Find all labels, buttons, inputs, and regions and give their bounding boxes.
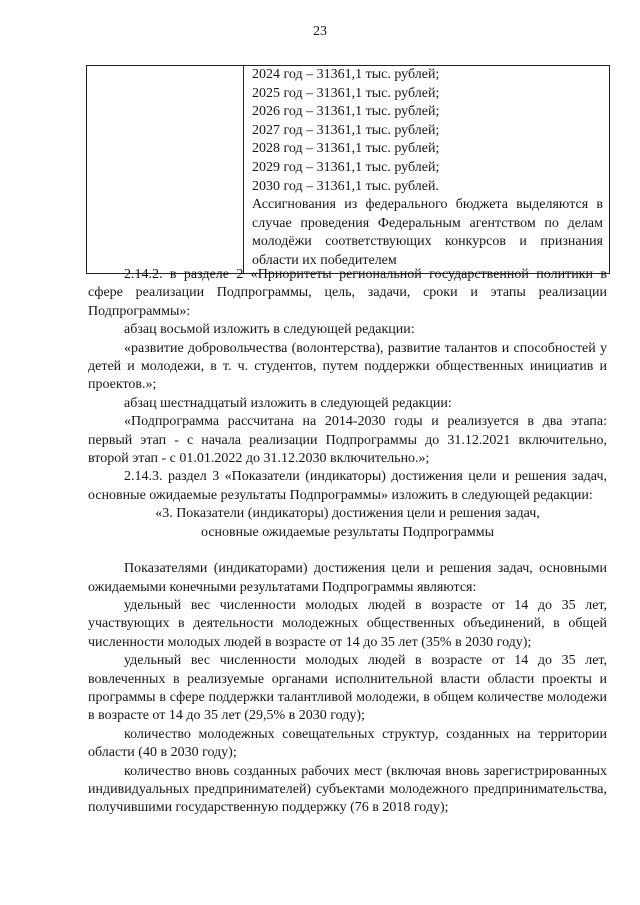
- paragraph-indicator-2: удельный вес численности молодых людей в возрасте от 14 до 35 лет, вовлеченных в реализуемые органами исполнительной власти области проекты и программы в сфере поддержки талантливой молодежи, в общем количестве молодежи в возрасте от 14 до 35 лет (29,5% в 2030 году);: [88, 653, 607, 724]
- budget-year-line: 2030 год – 31361,1 тыс. рублей.: [252, 178, 439, 194]
- table-row: [87, 66, 610, 274]
- paragraph-quote-stages: «Подпрограмма рассчитана на 2014-2030 годы и реализуется в два этапа: первый этап - с начала реализации Подпрограммы до 31.12.2021 включительно, второй этап - с 01.01.2022 до 31.12.2030 включительно.»;: [88, 414, 607, 467]
- spacer: [88, 542, 607, 560]
- federal-budget-note: Ассигнования из федерального бюджета выделяются в случае проведения Федеральным агентством по делам молодёжи соответствующих конкурсов и признания области их победителем: [252, 197, 603, 268]
- paragraph-section-2-amendment: 2.14.2. в разделе 2 «Приоритеты региональной государственной политики в сфере реализации Подпрограммы, цель, задачи, сроки и этапы реализации Подпрограммы»:: [88, 267, 607, 319]
- paragraph-instruction-16th: абзац шестнадцатый изложить в следующей редакции:: [124, 395, 452, 411]
- table-label-cell: [87, 66, 244, 274]
- table-value-cell: [244, 66, 610, 274]
- paragraph-instruction-8th: абзац восьмой изложить в следующей редакции:: [124, 322, 415, 338]
- budget-year-line: 2026 год – 31361,1 тыс. рублей;: [252, 104, 440, 120]
- paragraph-indicator-3: количество молодежных совещательных структур, созданных на территории области (40 в 2030 году);: [88, 726, 607, 761]
- paragraph-indicators-intro: Показателями (индикаторами) достижения цели и решения задач, основными ожидаемыми конечными результатами Подпрограммы являются:: [88, 561, 607, 595]
- budget-year-line: 2027 год – 31361,1 тыс. рублей;: [252, 122, 440, 138]
- paragraph-quote-volunteering: «развитие добровольчества (волонтерства), развитие талантов и способностей у детей и молодежи, в т. ч. студентов, путем поддержки общественных инициатив и проектов.»;: [88, 340, 607, 393]
- budget-year-line: 2028 год – 31361,1 тыс. рублей;: [252, 141, 440, 157]
- document-body: [88, 266, 607, 818]
- budget-year-line: 2024 год – 31361,1 тыс. рублей;: [252, 67, 440, 82]
- budget-year-line: 2025 год – 31361,1 тыс. рублей;: [252, 85, 440, 101]
- paragraph-indicator-4: количество вновь созданных рабочих мест (включая вновь зарегистрированных индивидуальных предпринимателей) субъектами молодежного предпринимательства, получившими государственную поддержку (76 в 2018 году);: [88, 763, 607, 816]
- paragraph-indicator-1: удельный вес численности молодых людей в возрасте от 14 до 35 лет, участвующих в деятельности молодежных общественных объединений, в общей численности молодых людей в возрасте от 14 до 35 лет (35% в 2030 году);: [88, 597, 607, 650]
- section-title-line-1: «3. Показатели (индикаторы) достижения цели и решения задач,: [155, 506, 540, 522]
- budget-year-line: 2029 год – 31361,1 тыс. рублей;: [252, 159, 440, 175]
- paragraph-section-3-amendment: 2.14.3. раздел 3 «Показатели (индикаторы) достижения цели и решения задач, основные ожидаемые результаты Подпрограммы» изложить в следующей редакции:: [88, 469, 607, 503]
- page-number: 23: [313, 24, 327, 39]
- budget-table: [86, 65, 610, 274]
- section-title-line-2: основные ожидаемые результаты Подпрограммы: [200, 524, 495, 540]
